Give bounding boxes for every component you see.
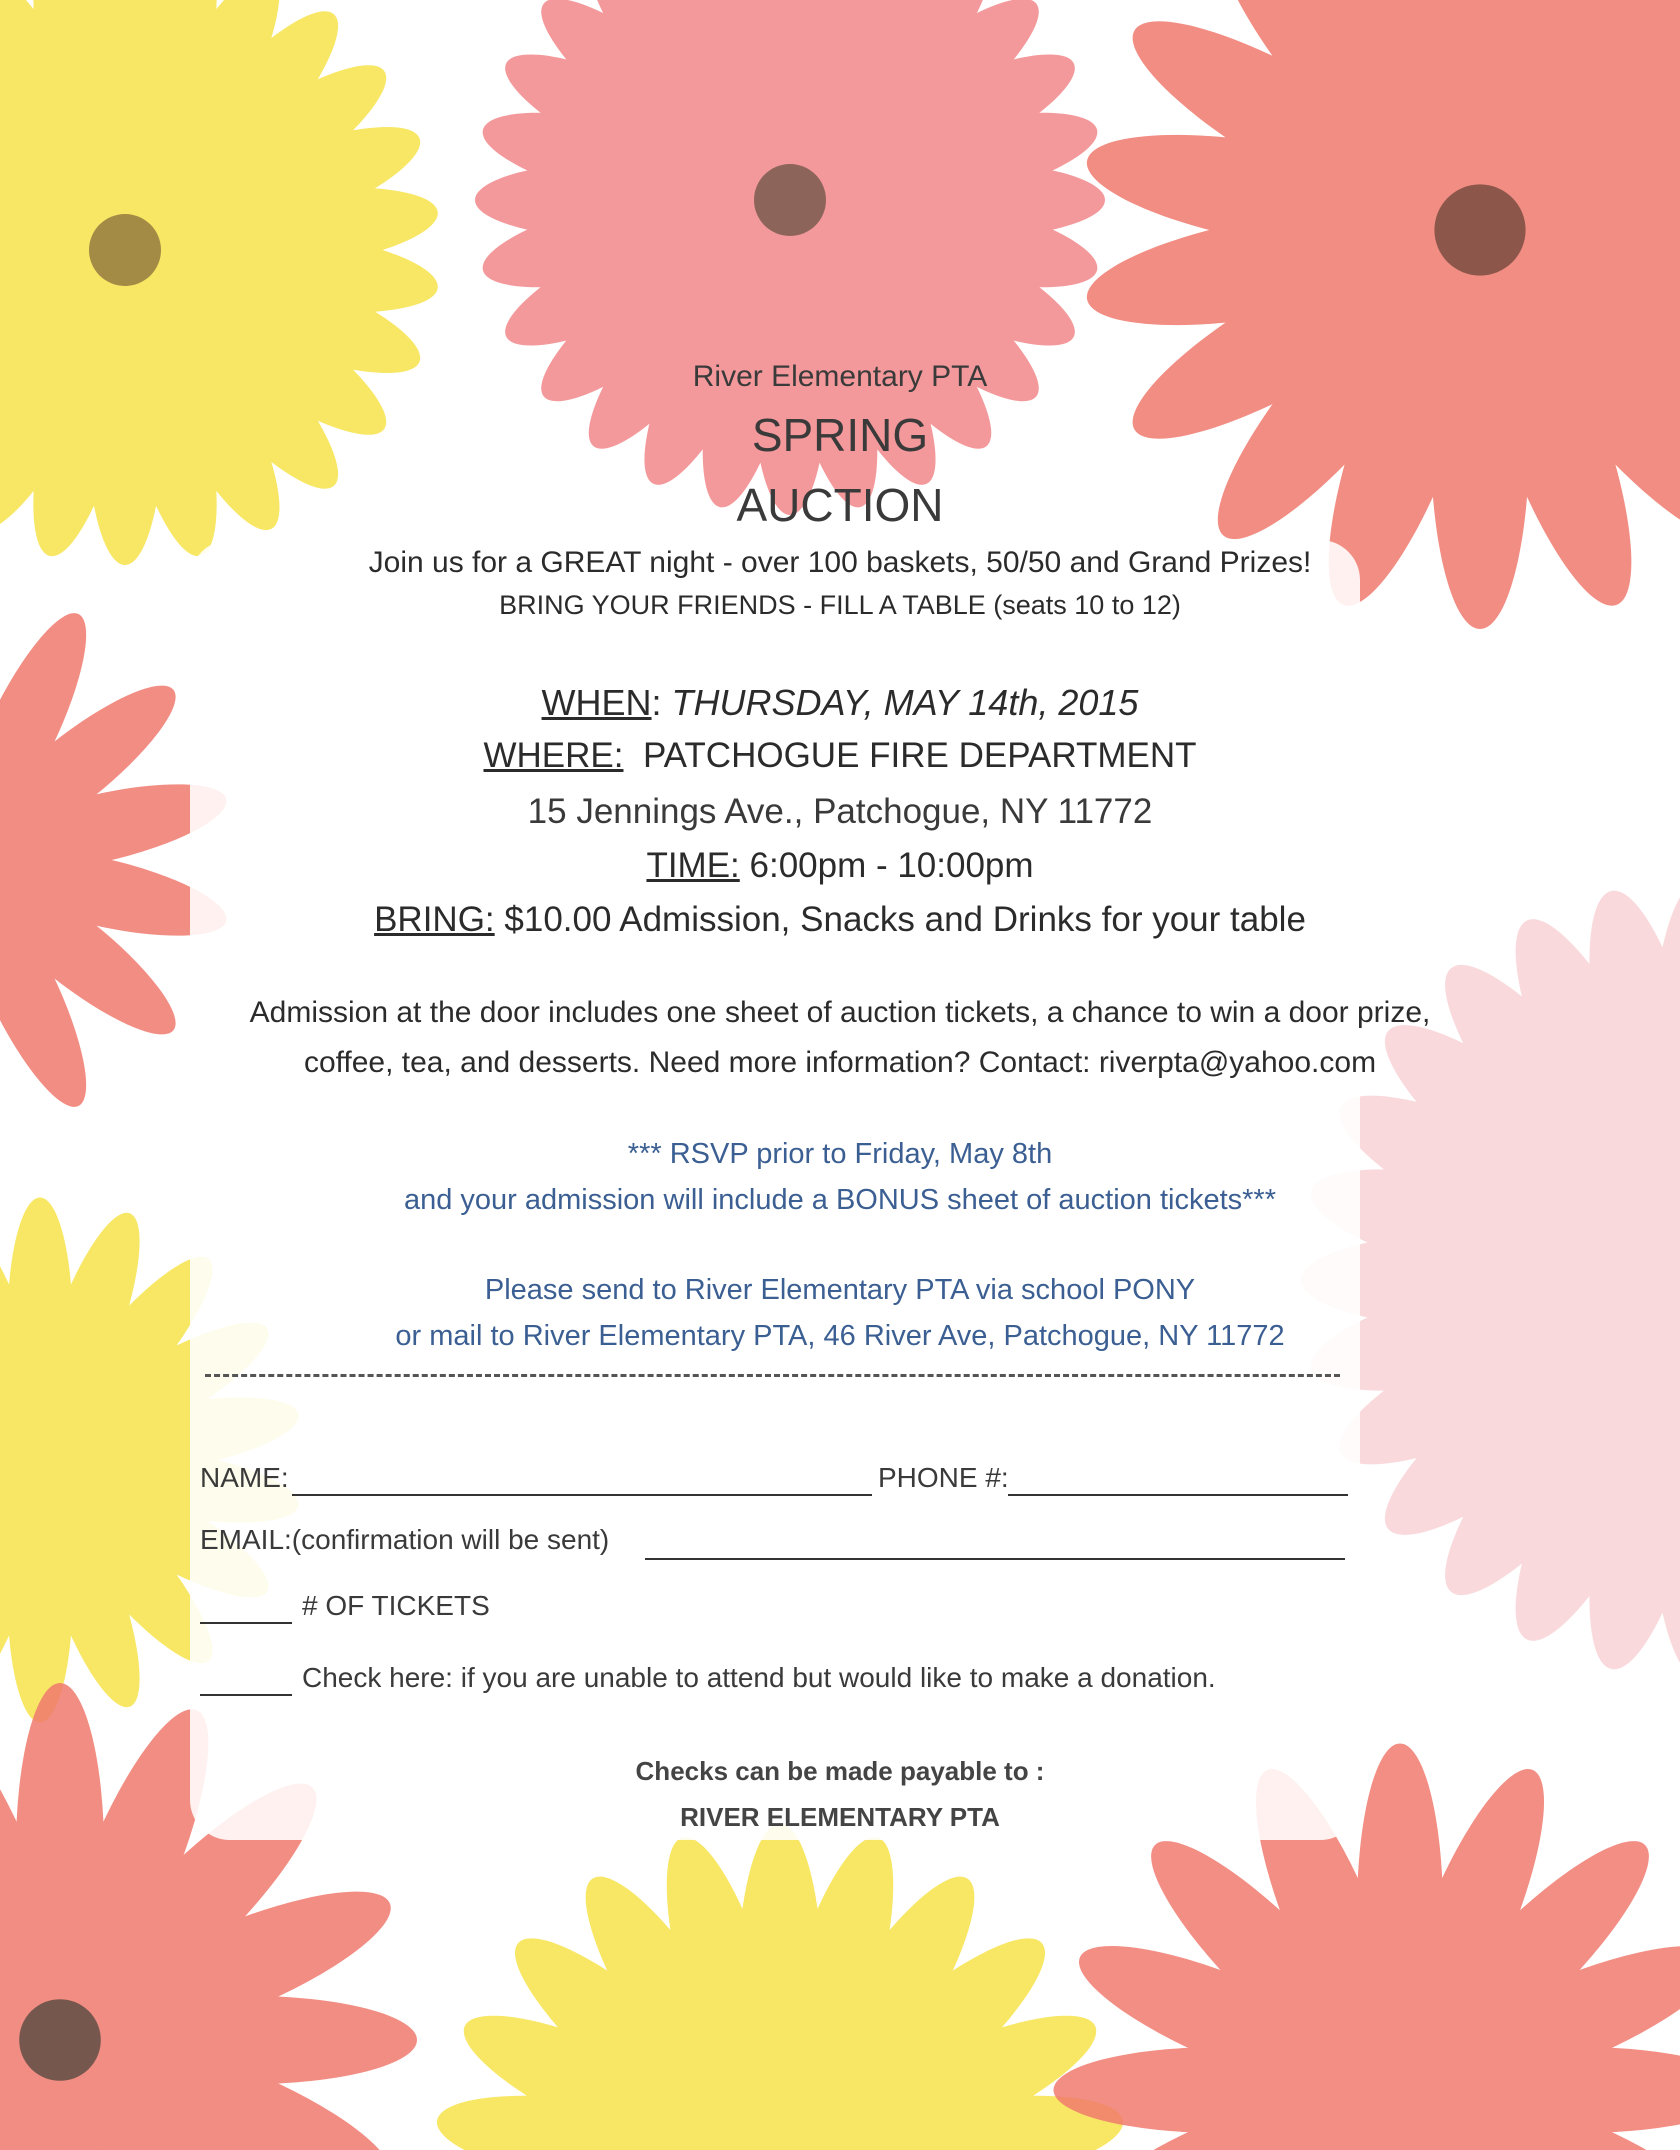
bring-label: BRING: [374, 900, 495, 939]
when-colon: : [651, 682, 672, 723]
donation-label: Check here: if you are unable to attend but would like to make a donation. [302, 1662, 1216, 1693]
intro-line-1: Join us for a GREAT night - over 100 baskets, 50/50 and Grand Prizes! [368, 546, 1312, 579]
where-value: PATCHOGUE FIRE DEPARTMENT [642, 736, 1197, 775]
send-line-2: or mail to River Elementary PTA, 46 River Ave, Patchogue, NY 11772 [395, 1320, 1285, 1352]
where-row [0, 736, 1680, 776]
where-label: WHERE: [483, 736, 624, 775]
email-label: EMAIL:(confirmation will be sent) [200, 1524, 610, 1555]
title-auction: AUCTION [736, 479, 944, 531]
organization-name: River Elementary PTA [692, 360, 988, 393]
address: 15 Jennings Ave., Patchogue, NY 11772 [527, 792, 1153, 831]
when-value: THURSDAY, MAY 14th, 2015 [671, 682, 1139, 723]
time-row [0, 846, 1680, 886]
time-label: TIME: [646, 846, 740, 885]
when-label: WHEN [541, 682, 652, 723]
name-label: NAME: [200, 1462, 289, 1493]
name-field[interactable] [292, 1494, 872, 1496]
admission-line-2: coffee, tea, and desserts. Need more information? Contact: riverpta@yahoo.com [303, 1046, 1377, 1079]
time-value: 6:00pm - 10:00pm [749, 846, 1034, 885]
cut-line [205, 1374, 1340, 1377]
rsvp-line-1: *** RSVP prior to Friday, May 8th [627, 1138, 1053, 1170]
email-field[interactable] [645, 1558, 1345, 1560]
title-spring: SPRING [751, 409, 929, 461]
intro-line-2: BRING YOUR FRIENDS - FILL A TABLE (seats 10 to 12) [499, 590, 1181, 620]
admission-line-1: Admission at the door includes one sheet of auction tickets, a chance to win a door prize, [249, 996, 1431, 1029]
rsvp-line-2: and your admission will include a BONUS sheet of auction tickets*** [403, 1184, 1277, 1216]
bring-row [0, 900, 1680, 940]
tickets-field[interactable] [200, 1622, 292, 1624]
checks-payee: RIVER ELEMENTARY PTA [680, 1802, 1000, 1832]
donation-checkbox[interactable] [200, 1694, 292, 1696]
send-line-1: Please send to River Elementary PTA via school PONY [484, 1274, 1196, 1306]
tickets-label: # OF TICKETS [302, 1590, 490, 1621]
checks-line-1: Checks can be made payable to : [635, 1756, 1045, 1786]
when-row [0, 682, 1680, 724]
phone-label: PHONE #: [878, 1462, 1009, 1493]
phone-field[interactable] [1008, 1494, 1348, 1496]
bring-value: $10.00 Admission, Snacks and Drinks for your table [504, 900, 1306, 939]
